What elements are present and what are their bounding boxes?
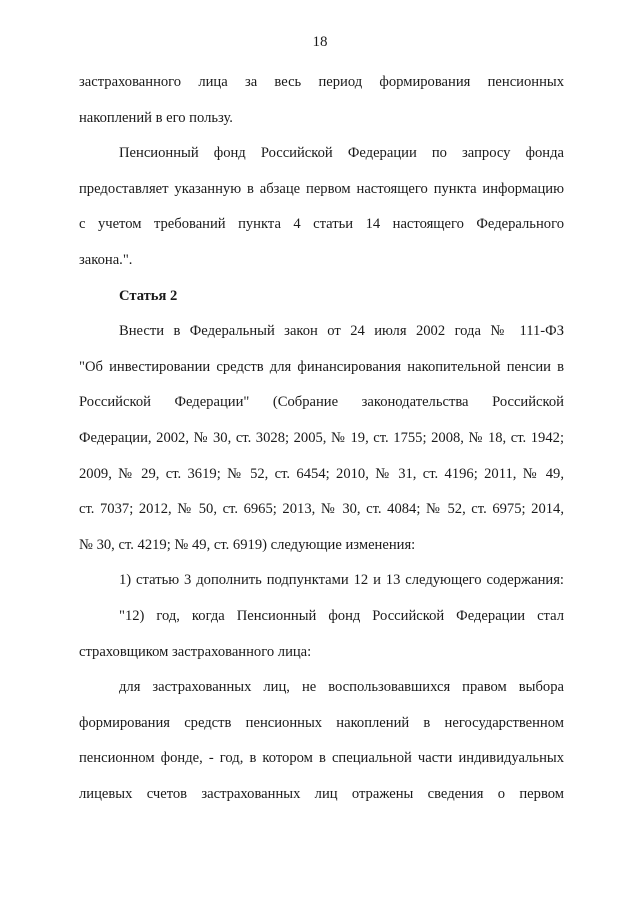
document-body: [79, 65, 564, 812]
text-line: Внести в Федеральный закон от 24 июля 2002 года № 111-ФЗ: [119, 323, 564, 340]
text-line: "12) год, когда Пенсионный фонд Российской Федерации стал: [119, 607, 564, 624]
text-line: предоставляет указанную в абзаце первом настоящего пункта информацию: [79, 180, 564, 197]
text-line: № 30, ст. 4219; № 49, ст. 6919) следующие изменения:: [79, 536, 416, 553]
text-line: 2009, № 29, ст. 3619; № 52, ст. 6454; 2010, № 31, ст. 4196; 2011, № 49,: [79, 465, 564, 482]
article-heading: Статья 2: [119, 287, 178, 304]
text-line: Федерации, 2002, № 30, ст. 3028; 2005, № 19, ст. 1755; 2008, № 18, ст. 1942;: [79, 429, 564, 446]
text-line: накоплений в его пользу.: [79, 109, 233, 126]
text-line: для застрахованных лиц, не воспользовавшихся правом выбора: [119, 679, 564, 696]
text-line: 1) статью 3 дополнить подпунктами 12 и 13 следующего содержания:: [119, 572, 564, 589]
text-line: ст. 7037; 2012, № 50, ст. 6965; 2013, № 30, ст. 4084; № 52, ст. 6975; 2014,: [79, 501, 564, 518]
text-line: Пенсионный фонд Российской Федерации по запросу фонда: [119, 145, 564, 162]
text-line: Российской Федерации" (Собрание законодательства Российской: [79, 394, 564, 411]
text-line: "Об инвестировании средств для финансирования накопительной пенсии в: [79, 358, 564, 375]
text-line: закона.".: [79, 251, 133, 268]
text-line: лицевых счетов застрахованных лиц отражены сведения о первом: [79, 785, 564, 802]
text-line: с учетом требований пункта 4 статьи 14 настоящего Федерального: [79, 216, 564, 233]
text-line: пенсионном фонде, - год, в котором в специальной части индивидуальных: [79, 750, 564, 767]
text-line: страховщиком застрахованного лица:: [79, 643, 312, 660]
text-line: застрахованного лица за весь период формирования пенсионных: [79, 74, 564, 90]
page-number: 18: [312, 34, 328, 50]
text-line: формирования средств пенсионных накоплений в негосударственном: [79, 714, 564, 731]
